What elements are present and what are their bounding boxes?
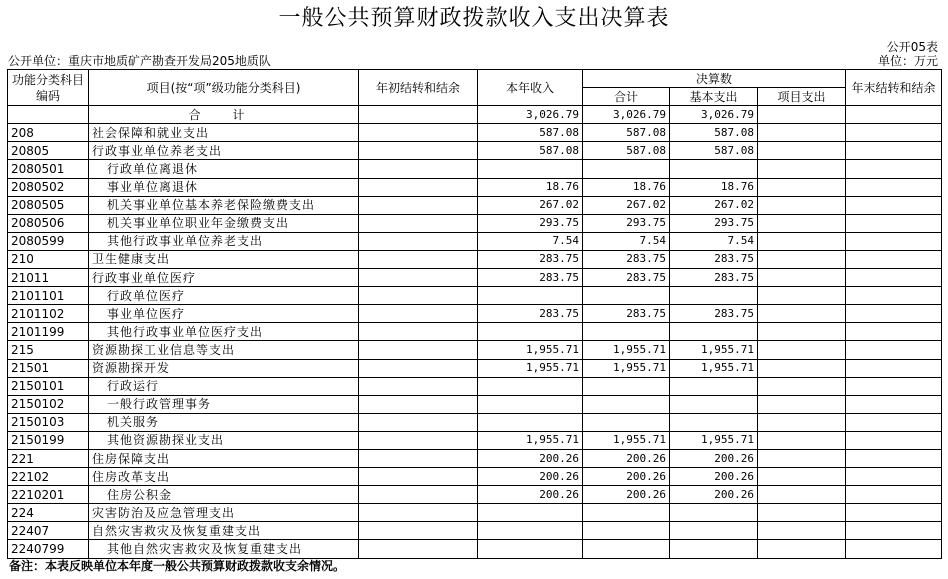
carry-end-cell xyxy=(846,341,942,359)
project-cell xyxy=(758,287,846,305)
total-cell: 18.76 xyxy=(583,178,670,196)
code-cell: 2150102 xyxy=(8,395,89,413)
header-project-label: 项目支出 xyxy=(777,89,826,104)
basic-cell xyxy=(670,413,758,431)
total-total: 3,026.79 xyxy=(583,106,670,124)
carry-begin-cell xyxy=(359,395,478,413)
header-total xyxy=(583,88,670,106)
item-name-cell: 事业单位医疗 xyxy=(89,305,359,323)
carry-begin-cell xyxy=(359,160,478,178)
code-cell: 208 xyxy=(8,124,89,142)
basic-cell: 283.75 xyxy=(670,250,758,268)
income-cell xyxy=(478,395,583,413)
header-settle-label: 决算数 xyxy=(695,71,732,86)
basic-cell xyxy=(670,522,758,540)
carry-begin-cell xyxy=(359,540,478,558)
code-cell: 21011 xyxy=(8,269,89,287)
carry-end-cell xyxy=(846,413,942,431)
footnote: 备注：本表反映单位本年度一般公共预算财政拨款收支余情况。 xyxy=(9,559,346,573)
total-code-cell xyxy=(8,106,89,124)
code-cell: 20805 xyxy=(8,142,89,160)
carry-end-cell xyxy=(846,486,942,504)
item-name-cell: 行政单位医疗 xyxy=(89,287,359,305)
item-name-cell: 自然灾害救灾及恢复重建支出 xyxy=(89,522,359,540)
code-cell: 2240799 xyxy=(8,540,89,558)
code-cell: 2080502 xyxy=(8,178,89,196)
income-cell: 283.75 xyxy=(478,305,583,323)
total-cell: 1,955.71 xyxy=(583,341,670,359)
total-cell xyxy=(583,323,670,341)
total-cell: 587.08 xyxy=(583,124,670,142)
basic-cell: 587.08 xyxy=(670,124,758,142)
basic-cell xyxy=(670,377,758,395)
item-name-cell: 卫生健康支出 xyxy=(89,250,359,268)
table-row xyxy=(8,486,942,504)
income-cell: 1,955.71 xyxy=(478,431,583,449)
item-name-cell: 住房改革支出 xyxy=(89,468,359,486)
item-name-cell: 事业单位离退休 xyxy=(89,178,359,196)
total-label: 合 计 xyxy=(89,106,359,124)
carry-begin-cell xyxy=(359,413,478,431)
item-name-cell: 行政事业单位医疗 xyxy=(89,269,359,287)
item-name-cell: 其他行政事业单位医疗支出 xyxy=(89,323,359,341)
project-cell xyxy=(758,196,846,214)
table-row xyxy=(8,124,942,142)
carry-end-cell xyxy=(846,395,942,413)
project-cell xyxy=(758,341,846,359)
basic-cell: 283.75 xyxy=(670,305,758,323)
carry-end-cell xyxy=(846,449,942,467)
income-cell: 267.02 xyxy=(478,196,583,214)
project-cell xyxy=(758,522,846,540)
code-cell: 221 xyxy=(8,449,89,467)
item-name-cell: 其他自然灾害救灾及恢复重建支出 xyxy=(89,540,359,558)
basic-cell: 18.76 xyxy=(670,178,758,196)
total-cell: 587.08 xyxy=(583,142,670,160)
item-name-cell: 机关服务 xyxy=(89,413,359,431)
total-cell: 200.26 xyxy=(583,468,670,486)
project-cell xyxy=(758,323,846,341)
table-row xyxy=(8,341,942,359)
carry-begin-cell xyxy=(359,232,478,250)
total-cell: 283.75 xyxy=(583,269,670,287)
carry-begin-cell xyxy=(359,431,478,449)
total-cell: 1,955.71 xyxy=(583,359,670,377)
total-cell xyxy=(583,160,670,178)
table-row xyxy=(8,269,942,287)
basic-cell xyxy=(670,160,758,178)
code-cell: 224 xyxy=(8,504,89,522)
carry-begin-cell xyxy=(359,142,478,160)
basic-cell: 587.08 xyxy=(670,142,758,160)
table-row xyxy=(8,359,942,377)
basic-cell: 283.75 xyxy=(670,269,758,287)
total-cell xyxy=(583,287,670,305)
carry-end-cell xyxy=(846,124,942,142)
project-cell xyxy=(758,359,846,377)
item-name-cell: 资源勘探开发 xyxy=(89,359,359,377)
header-item xyxy=(89,70,359,106)
code-cell: 2150103 xyxy=(8,413,89,431)
carry-begin-cell xyxy=(359,214,478,232)
header-settle xyxy=(583,70,846,88)
budget-table xyxy=(7,69,942,559)
project-cell xyxy=(758,540,846,558)
basic-cell: 1,955.71 xyxy=(670,431,758,449)
table-row xyxy=(8,305,942,323)
table-row xyxy=(8,250,942,268)
code-cell: 2210201 xyxy=(8,486,89,504)
carry-begin-cell xyxy=(359,486,478,504)
carry-end-cell xyxy=(846,232,942,250)
table-row xyxy=(8,522,942,540)
code-cell: 21501 xyxy=(8,359,89,377)
carry-end-cell xyxy=(846,160,942,178)
total-cell xyxy=(583,413,670,431)
income-cell xyxy=(478,504,583,522)
table-row xyxy=(8,449,942,467)
total-cell: 293.75 xyxy=(583,214,670,232)
basic-cell: 200.26 xyxy=(670,449,758,467)
item-name-cell: 行政事业单位养老支出 xyxy=(89,142,359,160)
project-cell xyxy=(758,504,846,522)
project-cell xyxy=(758,124,846,142)
header-code-label: 功能分类科目编码 xyxy=(11,72,84,103)
basic-cell xyxy=(670,323,758,341)
item-name-cell: 其他资源勘探业支出 xyxy=(89,431,359,449)
page-title: 一般公共预算财政拨款收入支出决算表 xyxy=(278,6,670,31)
project-cell xyxy=(758,232,846,250)
income-cell: 1,955.71 xyxy=(478,359,583,377)
project-cell xyxy=(758,449,846,467)
table-row xyxy=(8,395,942,413)
code-cell: 2101102 xyxy=(8,305,89,323)
project-cell xyxy=(758,377,846,395)
reporting-unit: 公开单位：重庆市地质矿产勘查开发局205地质队 xyxy=(8,54,271,68)
code-cell: 2080506 xyxy=(8,214,89,232)
header-item-label: 项目(按“项”级功能分类科目) xyxy=(146,80,301,95)
item-name-cell: 机关事业单位职业年金缴费支出 xyxy=(89,214,359,232)
basic-cell xyxy=(670,540,758,558)
table-row xyxy=(8,468,942,486)
table-row xyxy=(8,431,942,449)
basic-cell: 293.75 xyxy=(670,214,758,232)
carry-end-cell xyxy=(846,431,942,449)
project-cell xyxy=(758,468,846,486)
header-income-label: 本年收入 xyxy=(505,80,554,95)
project-cell xyxy=(758,142,846,160)
basic-cell xyxy=(670,395,758,413)
carry-begin-cell xyxy=(359,522,478,540)
carry-end-cell xyxy=(846,540,942,558)
table-row xyxy=(8,377,942,395)
total-row xyxy=(8,106,942,124)
header-basic xyxy=(670,88,758,106)
income-cell xyxy=(478,287,583,305)
code-cell: 2080501 xyxy=(8,160,89,178)
table-row xyxy=(8,323,942,341)
header-income xyxy=(478,70,583,106)
item-name-cell: 机关事业单位基本养老保险缴费支出 xyxy=(89,196,359,214)
item-name-cell: 行政单位离退休 xyxy=(89,160,359,178)
table-row xyxy=(8,142,942,160)
carry-begin-cell xyxy=(359,250,478,268)
code-cell: 2150101 xyxy=(8,377,89,395)
total-cell: 283.75 xyxy=(583,250,670,268)
carry-end-cell xyxy=(846,377,942,395)
carry-end-cell xyxy=(846,196,942,214)
total-cell xyxy=(583,504,670,522)
total-carry-end xyxy=(846,106,942,124)
project-cell xyxy=(758,160,846,178)
basic-cell: 1,955.71 xyxy=(670,341,758,359)
project-cell xyxy=(758,486,846,504)
income-cell xyxy=(478,413,583,431)
header-carry-begin-label: 年初结转和结余 xyxy=(375,80,460,95)
carry-end-cell xyxy=(846,178,942,196)
total-cell xyxy=(583,522,670,540)
project-cell xyxy=(758,269,846,287)
total-cell: 200.26 xyxy=(583,449,670,467)
carry-begin-cell xyxy=(359,341,478,359)
carry-end-cell xyxy=(846,359,942,377)
total-carry-begin xyxy=(359,106,478,124)
table-row xyxy=(8,413,942,431)
code-cell: 2150199 xyxy=(8,431,89,449)
total-cell: 283.75 xyxy=(583,305,670,323)
basic-cell xyxy=(670,287,758,305)
income-cell xyxy=(478,160,583,178)
income-cell: 200.26 xyxy=(478,449,583,467)
carry-begin-cell xyxy=(359,323,478,341)
carry-end-cell xyxy=(846,504,942,522)
carry-end-cell xyxy=(846,250,942,268)
carry-end-cell xyxy=(846,287,942,305)
carry-begin-cell xyxy=(359,196,478,214)
code-cell: 22407 xyxy=(8,522,89,540)
table-row xyxy=(8,540,942,558)
income-cell: 1,955.71 xyxy=(478,341,583,359)
income-cell: 283.75 xyxy=(478,269,583,287)
total-cell: 267.02 xyxy=(583,196,670,214)
item-name-cell: 住房公积金 xyxy=(89,486,359,504)
code-cell: 22102 xyxy=(8,468,89,486)
income-cell xyxy=(478,377,583,395)
total-basic: 3,026.79 xyxy=(670,106,758,124)
project-cell xyxy=(758,250,846,268)
total-cell: 200.26 xyxy=(583,486,670,504)
carry-end-cell xyxy=(846,305,942,323)
header-code xyxy=(8,70,89,106)
code-cell: 2080505 xyxy=(8,196,89,214)
currency-unit: 单位：万元 xyxy=(877,54,938,68)
item-name-cell: 资源勘探工业信息等支出 xyxy=(89,341,359,359)
carry-end-cell xyxy=(846,214,942,232)
income-cell: 7.54 xyxy=(478,232,583,250)
carry-begin-cell xyxy=(359,305,478,323)
income-cell: 587.08 xyxy=(478,124,583,142)
income-cell xyxy=(478,540,583,558)
table-row xyxy=(8,214,942,232)
item-name-cell: 其他行政事业单位养老支出 xyxy=(89,232,359,250)
income-cell: 200.26 xyxy=(478,468,583,486)
carry-begin-cell xyxy=(359,287,478,305)
header-carry-end xyxy=(846,70,942,106)
income-cell xyxy=(478,522,583,540)
income-cell xyxy=(478,323,583,341)
table-row xyxy=(8,160,942,178)
carry-begin-cell xyxy=(359,377,478,395)
header-carry-end-label: 年末结转和结余 xyxy=(851,80,936,95)
item-name-cell: 灾害防治及应急管理支出 xyxy=(89,504,359,522)
total-project xyxy=(758,106,846,124)
code-cell: 2080599 xyxy=(8,232,89,250)
project-cell xyxy=(758,305,846,323)
total-cell xyxy=(583,377,670,395)
table-row xyxy=(8,196,942,214)
carry-end-cell xyxy=(846,522,942,540)
total-cell xyxy=(583,395,670,413)
item-name-cell: 社会保障和就业支出 xyxy=(89,124,359,142)
project-cell xyxy=(758,413,846,431)
project-cell xyxy=(758,431,846,449)
code-cell: 2101199 xyxy=(8,323,89,341)
project-cell xyxy=(758,395,846,413)
basic-cell: 7.54 xyxy=(670,232,758,250)
header-total-label: 合计 xyxy=(613,89,638,104)
table-row xyxy=(8,178,942,196)
carry-end-cell xyxy=(846,323,942,341)
basic-cell: 200.26 xyxy=(670,486,758,504)
carry-begin-cell xyxy=(359,178,478,196)
carry-begin-cell xyxy=(359,504,478,522)
carry-begin-cell xyxy=(359,468,478,486)
basic-cell: 200.26 xyxy=(670,468,758,486)
project-cell xyxy=(758,178,846,196)
code-cell: 2101101 xyxy=(8,287,89,305)
table-row xyxy=(8,504,942,522)
item-name-cell: 行政运行 xyxy=(89,377,359,395)
basic-cell xyxy=(670,504,758,522)
carry-end-cell xyxy=(846,468,942,486)
carry-begin-cell xyxy=(359,359,478,377)
total-cell: 7.54 xyxy=(583,232,670,250)
carry-end-cell xyxy=(846,269,942,287)
header-basic-label: 基本支出 xyxy=(689,89,738,104)
income-cell: 293.75 xyxy=(478,214,583,232)
header-carry-begin xyxy=(359,70,478,106)
total-cell xyxy=(583,540,670,558)
code-cell: 210 xyxy=(8,250,89,268)
form-number: 公开05表 xyxy=(886,40,938,54)
income-cell: 587.08 xyxy=(478,142,583,160)
code-cell: 215 xyxy=(8,341,89,359)
table-row xyxy=(8,287,942,305)
item-name-cell: 住房保障支出 xyxy=(89,449,359,467)
income-cell: 18.76 xyxy=(478,178,583,196)
total-income: 3,026.79 xyxy=(478,106,583,124)
basic-cell: 1,955.71 xyxy=(670,359,758,377)
carry-begin-cell xyxy=(359,124,478,142)
item-name-cell: 一般行政管理事务 xyxy=(89,395,359,413)
table-row xyxy=(8,232,942,250)
income-cell: 283.75 xyxy=(478,250,583,268)
carry-begin-cell xyxy=(359,269,478,287)
basic-cell: 267.02 xyxy=(670,196,758,214)
header-project xyxy=(758,88,846,106)
income-cell: 200.26 xyxy=(478,486,583,504)
carry-end-cell xyxy=(846,142,942,160)
project-cell xyxy=(758,214,846,232)
total-cell: 1,955.71 xyxy=(583,431,670,449)
carry-begin-cell xyxy=(359,449,478,467)
